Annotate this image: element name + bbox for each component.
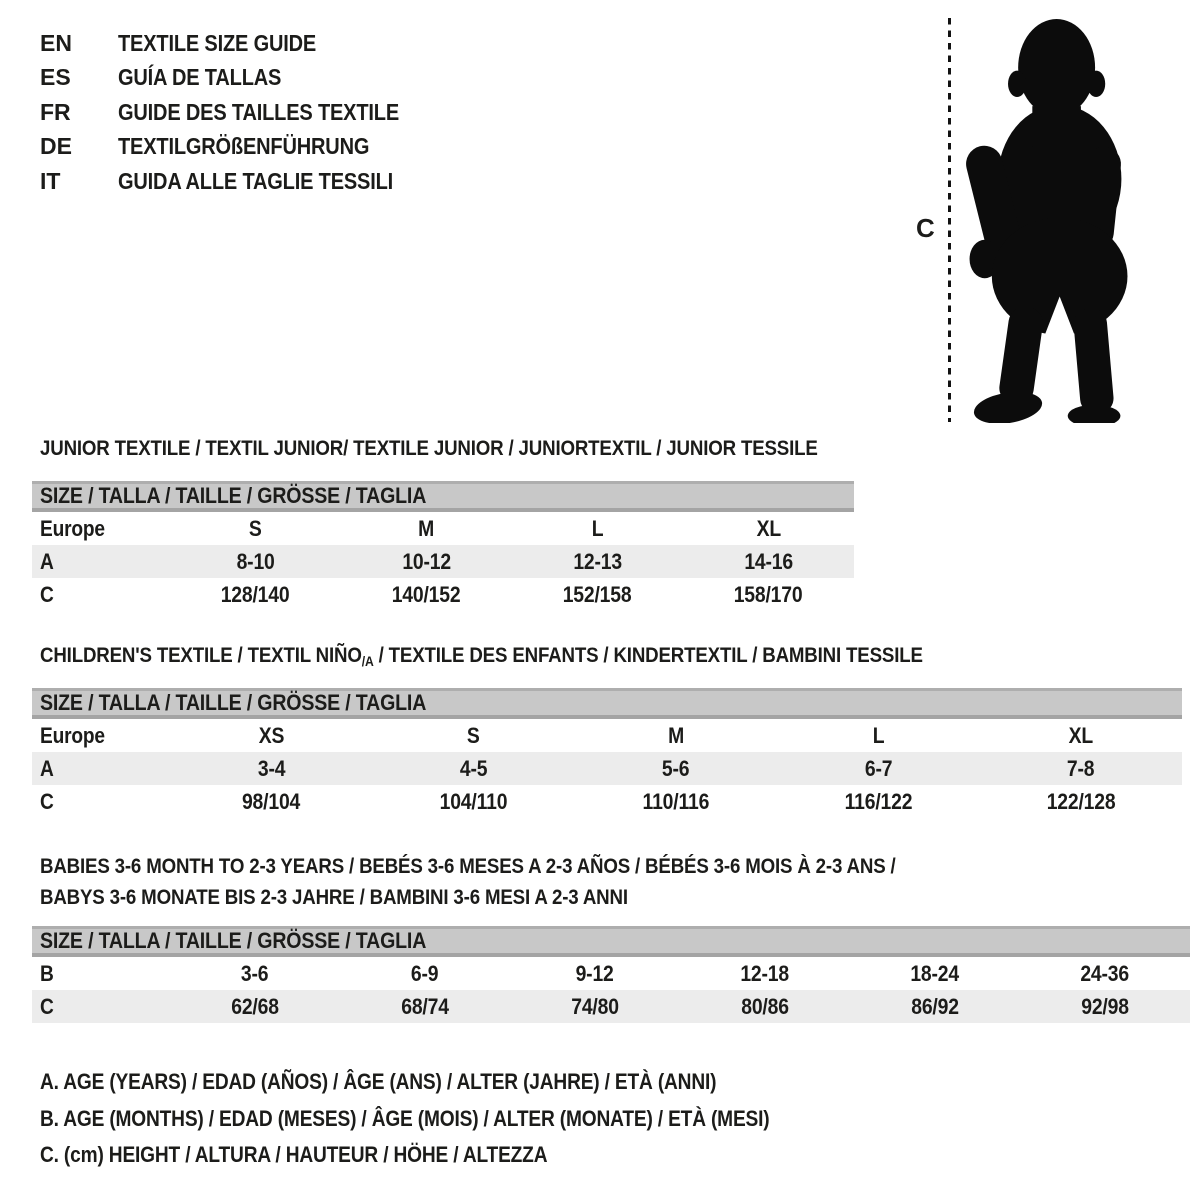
table-row-europe: Europe XS S M L XL	[40, 722, 1093, 748]
table-row-europe: Europe S M L XL	[40, 515, 781, 541]
lang-row-de	[40, 130, 441, 165]
height-measure-dashed-line	[948, 18, 951, 422]
legend-line-a: A. AGE (YEARS) / EDAD (AÑOS) / ÂGE (ANS) / ALTER (JAHRE) / ETÀ (ANNI)	[40, 1069, 717, 1095]
table-row-age-months: B 3-6 6-9 9-12 12-18 18-24 24-36	[40, 960, 1130, 986]
lang-title: TEXTILE SIZE GUIDE	[118, 29, 317, 56]
babies-section-title: BABIES 3-6 MONTH TO 2-3 YEARS / BEBÉS 3-6 MESES A 2-3 AÑOS / BÉBÉS 3-6 MOIS À 2-3 ANS / BABYS 3-6 MONATE BIS 2-3 JAHRE / BAMBINI 3-6 MESI A 2-3 ANNI	[40, 854, 896, 909]
size-header-band: SIZE / TALLA / TAILLE / GRÖSSE / TAGLIA	[32, 926, 1190, 957]
junior-size-table	[32, 481, 854, 611]
lang-code: ES	[40, 64, 71, 91]
lang-row-fr	[40, 95, 441, 130]
junior-section-title: JUNIOR TEXTILE / TEXTIL JUNIOR/ TEXTILE JUNIOR / JUNIORTEXTIL / JUNIOR TESSILE	[40, 436, 818, 460]
language-header	[40, 26, 441, 199]
lang-code: DE	[40, 133, 72, 160]
measure-legend	[40, 1064, 878, 1174]
table-row-height: C 62/68 68/74 74/80 80/86 86/92 92/98	[32, 990, 1190, 1023]
table-row-height: C 128/140 140/152 152/158 158/170	[40, 581, 803, 607]
legend-line-c: C. (cm) HEIGHT / ALTURA / HAUTEUR / HÖHE / ALTEZZA	[40, 1142, 548, 1168]
lang-title: GUÍA DE TALLAS	[118, 64, 282, 91]
children-section-title: CHILDREN'S TEXTILE / TEXTIL $NIÑO_{/A}$ / TEXTILE DES ENFANTS / KINDERTEXTIL / BAMBINI TESSILE	[40, 643, 923, 669]
lang-title: TEXTILGRÖßENFÜHRUNG	[118, 133, 370, 160]
lang-code: EN	[40, 29, 72, 56]
lang-row-en	[40, 26, 441, 61]
lang-title: GUIDE DES TAILLES TEXTILE	[118, 98, 400, 125]
table-row-age: A 8-10 10-12 12-13 14-16	[32, 545, 854, 578]
lang-title: GUIDA ALLE TAGLIE TESSILI	[118, 167, 394, 194]
lang-row-es	[40, 61, 441, 96]
toddler-silhouette-icon	[963, 15, 1131, 423]
size-header-band: SIZE / TALLA / TAILLE / GRÖSSE / TAGLIA	[32, 688, 1182, 719]
lang-row-it	[40, 164, 441, 199]
table-row-age: A 3-4 4-5 5-6 6-7 7-8	[32, 752, 1182, 785]
lang-code: FR	[40, 98, 71, 125]
height-figure	[900, 15, 1162, 427]
nino-a-subscript: /A	[361, 653, 374, 669]
children-size-table	[32, 688, 1182, 818]
size-header-band: SIZE / TALLA / TAILLE / GRÖSSE / TAGLIA	[32, 481, 854, 512]
legend-line-b: B. AGE (MONTHS) / EDAD (MESES) / ÂGE (MOIS) / ALTER (MONATE) / ETÀ (MESI)	[40, 1105, 770, 1131]
table-row-height: C 98/104 104/110 110/116 116/122 122/128	[40, 788, 1116, 814]
height-measure-label: C	[916, 213, 935, 243]
lang-code: IT	[40, 167, 61, 194]
babies-size-table	[32, 926, 1190, 1023]
